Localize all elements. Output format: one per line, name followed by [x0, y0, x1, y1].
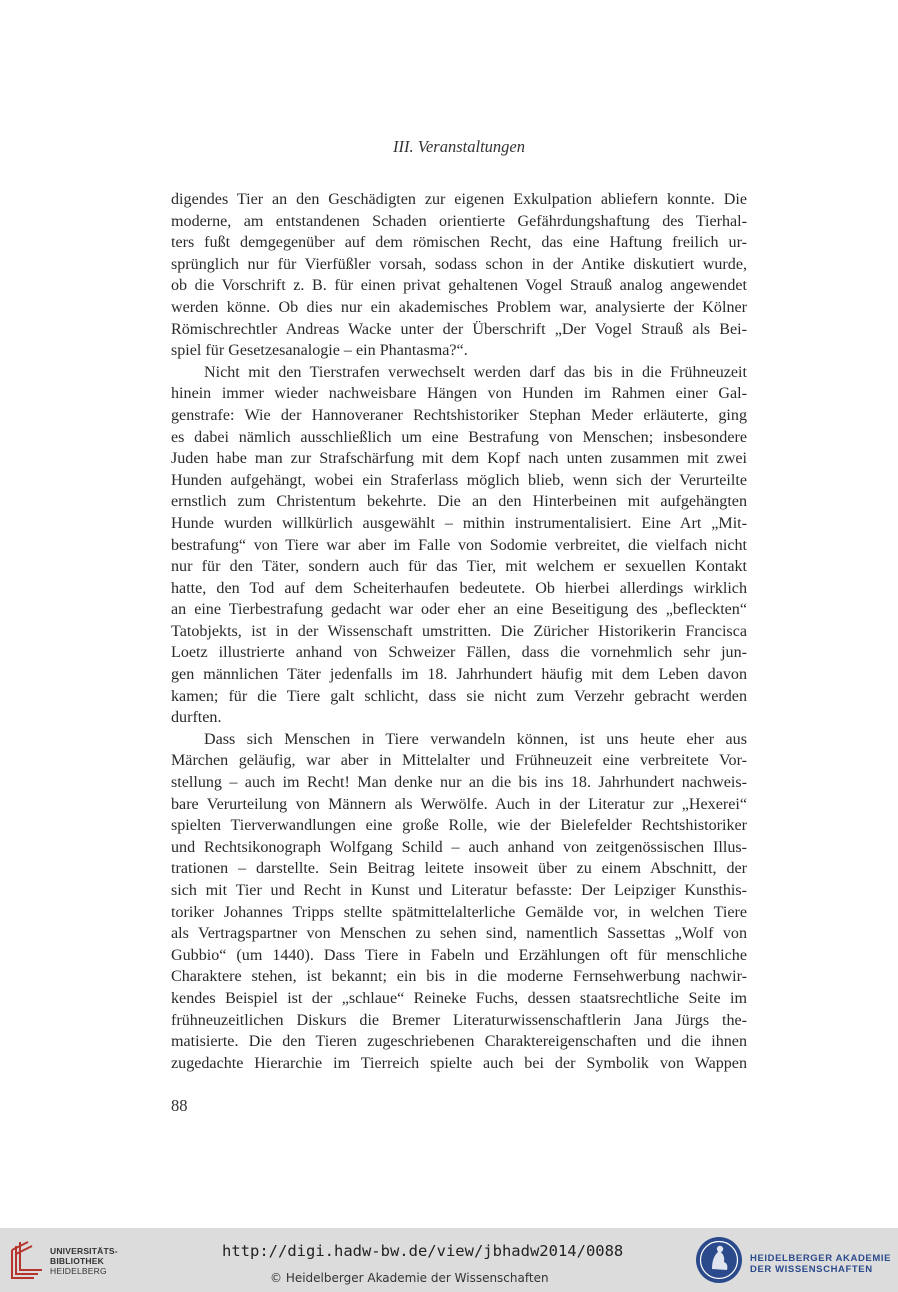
text-line: sprünglich nur für Vierfüßler vorsah, sodass schon in der Antike diskutiert wurde,	[171, 255, 747, 273]
permalink-url[interactable]: http://digi.hadw-bw.de/view/jbhadw2014/0088	[222, 1242, 624, 1260]
text-line: genstrafe: Wie der Hannoveraner Rechtshistoriker Stephan Meder erläuterte, ging	[171, 406, 747, 424]
text-line: hatte, den Tod auf dem Scheiterhaufen bedeutete. Ob hierbei allerdings wirklich	[171, 579, 747, 597]
ub-logo-mark-icon	[8, 1240, 44, 1280]
text-line: an eine Tierbestrafung gedacht war oder eher an eine Beseitigung des „befleckten“	[171, 601, 747, 619]
academy-logo-line: DER WISSENSCHAFTEN	[750, 1264, 873, 1275]
text-line: spielten Tierverwandlungen eine große Rolle, wie der Bielefelder Rechtshistoriker	[171, 817, 747, 835]
footer-bar	[0, 1228, 898, 1292]
text-line: frühneuzeitlichen Diskurs die Bremer Literaturwissenschaftlerin Jana Jürgs the-	[171, 1011, 747, 1029]
text-line: Nicht mit den Tierstrafen verwechselt werden darf das bis in die Frühneuzeit	[204, 363, 747, 381]
text-line: Römischrechtler Andreas Wacke unter der Überschrift „Der Vogel Strauß als Bei-	[171, 320, 747, 338]
text-line: Dass sich Menschen in Tiere verwandeln können, ist uns heute eher aus	[204, 730, 747, 748]
text-line: Märchen geläufig, war aber in Mittelalter und Frühneuzeit eine verbreitete Vor-	[171, 752, 747, 770]
text-line: und Rechtsikonograph Wolfgang Schild – auch anhand von zeitgenössischen Illus-	[171, 838, 747, 856]
text-line: zugedachte Hierarchie im Tierreich spielte auch bei der Symbolik von Wappen	[171, 1054, 747, 1072]
text-line: Juden habe man zur Strafschärfung mit dem Kopf nach unten zusammen mit zwei	[171, 450, 747, 468]
text-line: durften.	[171, 709, 222, 727]
text-line: toriker Johannes Tripps stellte spätmittelalterliche Gemälde vor, in welchen Tiere	[171, 903, 747, 921]
text-line: kendes Beispiel ist der „schlaue“ Reineke Fuchs, dessen staatsrechtliche Seite im	[171, 989, 747, 1007]
page-number: 88	[171, 1096, 188, 1115]
text-line: nur für den Täter, sondern auch für das Tier, mit welchem er sexuellen Kontakt	[171, 558, 747, 576]
text-line: Loetz illustrierte anhand von Schweizer Fällen, dass die vornehmlich sehr jun-	[171, 644, 747, 662]
text-line: stellung – auch im Recht! Man denke nur an die bis ins 18. Jahrhundert nachweis-	[171, 774, 747, 792]
text-line: als Vertragspartner von Menschen zu sehen sind, namentlich Sassettas „Wolf von	[171, 925, 747, 943]
paragraph	[171, 729, 747, 1075]
text-line: moderne, am entstandenen Schaden orientierte Gefährdungshaftung des Tierhal-	[171, 212, 747, 230]
ub-logo-line: HEIDELBERG	[50, 1266, 107, 1276]
text-line: Charaktere stehen, ist bekannt; ein bis in die moderne Fernsehwerbung nachwir-	[171, 968, 747, 986]
text-line: hinein immer wieder nachweisbare Hängen von Hunden im Rahmen einer Gal-	[171, 385, 747, 403]
ub-logo-line: UNIVERSITÄTS-	[50, 1246, 118, 1256]
ub-logo-line: BIBLIOTHEK	[50, 1256, 104, 1266]
text-line: matisierte. Die den Tieren zugeschriebenen Charaktereigenschaften und die ihnen	[171, 1033, 747, 1051]
academy-logo[interactable]	[694, 1235, 894, 1287]
text-line: trationen – darstellte. Sein Beitrag leitete insoweit über zu einem Abschnitt, der	[171, 860, 747, 878]
text-line: bestrafung“ von Tiere war aber im Falle von Sodomie verbreitet, die vielfach nicht	[171, 536, 747, 554]
text-line: bare Verurteilung von Männern als Werwölfe. Auch in der Literatur zur „Hexerei“	[171, 795, 747, 813]
ub-logo-text	[50, 1246, 118, 1276]
paragraph	[171, 362, 747, 729]
text-line: sich mit Tier und Recht in Kunst und Literatur befasste: Der Leipziger Kunsthis-	[171, 882, 747, 899]
text-line: digendes Tier an den Geschädigten zur eigenen Exkulpation abliefern konnte. Die	[171, 191, 747, 208]
text-line: Hunde wurden willkürlich ausgewählt – mithin instrumentalisiert. Eine Art „Mit-	[171, 514, 747, 532]
body-text	[171, 189, 747, 1074]
running-head: III. Veranstaltungen	[393, 137, 525, 156]
text-line: gen männlichen Täter jedenfalls im 18. Jahrhundert häufig mit dem Leben davon	[171, 666, 747, 684]
text-line: kamen; für die Tiere galt schlicht, dass sie nicht zum Verzehr gebracht werden	[171, 687, 747, 705]
text-line: Hunden aufgehängt, wobei ein Straferlass möglich blieb, wenn sich der Verurteilte	[171, 471, 747, 489]
paragraph	[171, 189, 747, 362]
text-line: ernstlich zum Christentum bekehrte. Die an den Hinterbeinen mit aufgehängten	[171, 493, 747, 511]
academy-logo-text	[750, 1253, 891, 1275]
text-line: ob die Vorschrift z. B. für einen privat gehaltenen Vogel Strauß analog angewendet	[171, 277, 747, 295]
academy-seal-icon	[694, 1235, 744, 1285]
text-line: werden könne. Ob dies nur ein akademisches Problem war, analysierte der Kölner	[171, 298, 747, 316]
university-library-logo[interactable]	[8, 1238, 138, 1282]
text-line: Gubbio“ (um 1440). Dass Tiere in Fabeln und Erzählungen oft für menschliche	[171, 946, 747, 964]
text-line: es dabei nämlich ausschließlich um eine Bestrafung von Menschen; insbesondere	[171, 428, 747, 446]
academy-logo-line: HEIDELBERGER AKADEMIE	[750, 1253, 892, 1264]
text-line: spiel für Gesetzesanalogie – ein Phantasma?“.	[171, 342, 468, 360]
text-line: Tatobjekts, ist in der Wissenschaft umstritten. Die Züricher Historikerin Francisca	[171, 622, 747, 640]
text-line: ters fußt demgegenüber auf dem römischen Recht, das eine Haftung freilich ur-	[171, 234, 747, 252]
copyright-notice: © Heidelberger Akademie der Wissenschaften	[270, 1271, 549, 1285]
